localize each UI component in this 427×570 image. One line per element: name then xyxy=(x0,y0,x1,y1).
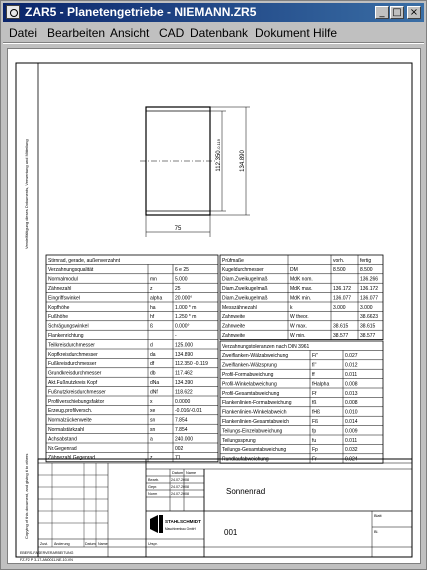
table-cell-label: Nr.Gegenrad xyxy=(48,445,77,452)
menu-hilfe[interactable]: Hilfe xyxy=(313,26,338,40)
tb-date-1: 24.07.2008 xyxy=(171,478,189,482)
table-cell: fi'' xyxy=(312,362,317,369)
table-cell: Profil-Formabweichung xyxy=(222,372,274,378)
table-cell: 0.012 xyxy=(345,362,358,369)
table-cell: fHalpha xyxy=(312,381,330,388)
tb-row-bearb: Bearb. xyxy=(148,478,160,482)
menu-datenbank[interactable]: Datenbank xyxy=(190,26,249,40)
table-cell-value: 002 xyxy=(175,445,184,452)
table-heading: Verzahnungstoleranzen nach DIN 3961 xyxy=(222,343,310,350)
tb-row-norm: Norm xyxy=(148,492,158,496)
table-cell: 0.009 xyxy=(345,428,358,435)
table-cell: 136.077 xyxy=(360,295,379,302)
table-cell-label: Achsabstand xyxy=(48,436,77,443)
table-cell: Profil-Gesamtabweichung xyxy=(222,390,280,397)
gear-app-icon[interactable] xyxy=(6,5,20,19)
table-cell-label: Kopfhöhe xyxy=(48,304,70,311)
dim-od: 134.890 xyxy=(240,150,246,172)
tb-date-2: 24.07.2008 xyxy=(171,485,189,489)
table-cell: 38.577 xyxy=(333,333,349,339)
table-cell: 0.011 xyxy=(345,372,358,378)
gear-data-table xyxy=(46,255,218,462)
table-cell-label: Normalzückenweite xyxy=(48,417,92,424)
tb-bl: Bl. xyxy=(374,530,379,534)
company-subtitle: Maschinenbau GmbH xyxy=(165,527,196,531)
table-cell: k xyxy=(290,304,293,311)
table-cell: Fp xyxy=(312,447,318,454)
table-cell: W theor. xyxy=(290,314,309,321)
table-cell-label: Verzahnungsqualität xyxy=(48,267,94,274)
table-cell: fu xyxy=(312,437,317,444)
table-cell: Diam.Zweikugelmaß xyxy=(222,295,268,302)
menu-bearbeiten[interactable]: Bearbeiten xyxy=(47,26,106,40)
table-cell-symbol: z xyxy=(150,286,153,292)
table-cell: 0.032 xyxy=(345,447,358,454)
table-cell: 0.024 xyxy=(345,456,358,463)
table-cell-symbol: ha xyxy=(150,304,156,311)
menu-bar xyxy=(3,23,424,41)
table-cell-label: Fußhöhe xyxy=(48,314,69,321)
table-cell-label: Zähnezahl Gegenrad xyxy=(48,455,95,462)
table-cell-symbol: xe xyxy=(150,408,156,415)
menu-separator xyxy=(3,42,424,44)
close-button[interactable]: × xyxy=(407,6,421,19)
table-cell: 0.008 xyxy=(345,400,358,407)
table-cell: Teilungs-Gesamtabweichung xyxy=(222,447,287,454)
table-cell-label: Erzeug.profilversch. xyxy=(48,408,93,415)
table-cell-symbol: ß xyxy=(150,323,154,330)
table-cell: Fi'' xyxy=(312,353,319,360)
dim-width: 75 xyxy=(174,226,182,232)
table-cell-symbol: sn xyxy=(150,427,156,433)
table-cell: Diam.Zweikugelmaß xyxy=(222,286,268,292)
window-title: ZAR5 - Planetengetriebe - NIEMANN.ZR5 xyxy=(25,5,257,19)
company-logo xyxy=(150,515,163,533)
table-cell-symbol: d xyxy=(150,342,153,349)
table-cell-value: 7.854 xyxy=(175,427,188,433)
table-cell: 136.266 xyxy=(360,276,379,283)
table-cell-value: -0.016/-0.01 xyxy=(175,408,202,415)
table-cell-value: 0.0000 xyxy=(175,398,191,405)
table-cell-value: 5.000 xyxy=(175,276,188,283)
table-cell: ff xyxy=(312,372,315,378)
table-cell-symbol: mn xyxy=(150,276,157,283)
table-cell: MdK max. xyxy=(290,286,313,292)
table-cell: Flankenlinien-Gesamtabweich xyxy=(222,419,289,425)
table-cell-value: 0.000° xyxy=(175,323,190,330)
table-cell: Zweiflanken-Wälzsprung xyxy=(222,362,277,369)
table-cell: 3.000 xyxy=(360,304,373,311)
table-cell-symbol: dNf xyxy=(150,389,158,396)
minimize-button[interactable]: _ xyxy=(375,6,389,19)
side-text-lower: Copying of this document, and giving it to others xyxy=(24,453,29,539)
table-cell: 8.500 xyxy=(333,267,346,274)
table-cell: Zahnweite xyxy=(222,314,246,321)
table-cell: MdK nom. xyxy=(290,276,313,283)
drawing-canvas[interactable] xyxy=(7,48,421,564)
table-cell: Zahnweite xyxy=(222,333,246,339)
table-cell-value: 1.000 * m xyxy=(175,304,197,311)
table-cell-value: 25 xyxy=(175,286,181,292)
tb-col-datum: Datum xyxy=(172,471,184,475)
table-cell: 38.6623 xyxy=(360,314,379,321)
table-cell: 136.077 xyxy=(333,295,352,302)
menu-cad[interactable]: CAD xyxy=(159,26,185,40)
table-cell-symbol: alpha xyxy=(150,295,163,302)
company-name: STAHLSCHMIDT xyxy=(165,519,201,524)
table-cell-value: 20.000° xyxy=(175,295,193,302)
menu-datei[interactable]: Datei xyxy=(9,26,38,40)
table-cell-value: 125.000 xyxy=(175,342,194,349)
bottom-code: FZ-F2 P 3-17-AN0011-NE-10-VN xyxy=(20,558,73,562)
table-cell: 38.615 xyxy=(360,323,376,330)
inspection-table xyxy=(220,255,383,340)
table-cell: Profil-Winkelabweichung xyxy=(222,381,277,388)
table-cell-value: 240.000 xyxy=(175,436,194,443)
table-cell: 0.027 xyxy=(345,353,358,360)
table-cell-label: Kopfkreisdurchmesser xyxy=(48,351,98,358)
title-bar[interactable] xyxy=(3,3,424,22)
table-cell-label: Normalmodul xyxy=(48,276,78,283)
table-cell-label: Fußkreisdurchmesser xyxy=(48,361,97,368)
table-cell: W min. xyxy=(290,333,306,339)
table-cell: Teilungs-Einzelabweichung xyxy=(222,428,283,435)
tb-col-name: Name xyxy=(186,471,197,475)
table-cell: Rundlaufabweichung xyxy=(222,456,269,463)
table-cell: 0.014 xyxy=(345,419,358,425)
table-cell-label: Teilkreisdurchmesser xyxy=(48,342,95,349)
table-cell-value: 6 e 25 xyxy=(175,267,189,274)
part-name: Sonnenrad xyxy=(226,487,266,496)
table-cell-value: 1.250 * m xyxy=(175,314,197,321)
table-cell: Fr xyxy=(312,456,317,463)
table-cell-value: 7.854 xyxy=(175,417,188,424)
table-cell-label: Zähnezahl xyxy=(48,286,72,292)
table-cell: fHß xyxy=(312,409,321,416)
table-cell: DM xyxy=(290,267,298,274)
table-cell-value: 118.622 xyxy=(175,389,193,396)
tb-aenderung: Änderung xyxy=(54,542,70,546)
table-cell-value: 134.390 xyxy=(175,380,194,386)
technical-drawing xyxy=(8,49,420,563)
gear-side-view xyxy=(140,107,250,237)
tb-ursprung: Urspr. xyxy=(148,542,158,546)
table-cell-label: Normalstärkzahl xyxy=(48,427,85,433)
table-cell: Flankenlinien-Formabweichung xyxy=(222,400,292,407)
table-cell: Fß xyxy=(312,419,319,425)
tb-row-gepr: Gepr. xyxy=(148,485,158,489)
tb-blatt: Blatt xyxy=(374,514,382,518)
table-cell-label: Profilverschiebungsfaktor xyxy=(48,398,105,405)
table-cell-label: Flankenrichtung xyxy=(48,333,84,339)
table-cell: 0.013 xyxy=(345,390,358,397)
table-cell-value: 117.462 xyxy=(175,370,193,377)
table-cell-label: Akt.Fußnutzkreis Kopf xyxy=(48,380,98,386)
tb-datum: Datum xyxy=(85,542,96,546)
table-cell: Zweiflanken-Wälzabweichung xyxy=(222,353,289,360)
table-header-cell: Prüfmaße xyxy=(222,257,244,264)
table-cell-value: 112.350 -0.119 xyxy=(175,361,208,368)
table-cell: 8.500 xyxy=(360,267,373,274)
table-cell: Zahnweite xyxy=(222,323,246,330)
table-cell: fß xyxy=(312,400,317,407)
table-cell: 38.577 xyxy=(360,333,376,339)
tb-zust: Zust. xyxy=(40,542,48,546)
table-cell: Teilungssprung xyxy=(222,437,256,444)
table-cell: fp xyxy=(312,428,317,435)
table-cell: 136.172 xyxy=(333,286,352,292)
table-cell-label: Schrägungswinkel xyxy=(48,323,89,330)
table-cell: W max. xyxy=(290,323,307,330)
table-cell: Messzähnezahl xyxy=(222,304,257,311)
table-cell: Diam.Zweikugelmaß xyxy=(222,276,268,283)
table-cell-symbol: db xyxy=(150,370,156,377)
table-cell: 0.008 xyxy=(345,381,358,388)
table-cell-label: Grundkreisdurchmesser xyxy=(48,370,102,377)
table-cell-label: Fußnutzkreisdurchmesser xyxy=(48,389,106,396)
table-cell: Kugeldurchmesser xyxy=(222,267,264,274)
table-cell-label: Eingriffswinkel xyxy=(48,295,80,302)
table-cell: 0.010 xyxy=(345,409,358,416)
table-cell-value: 134.890 xyxy=(175,351,194,358)
dim-root-tol: -0.119 xyxy=(216,139,221,151)
table-cell-symbol: a xyxy=(150,436,153,443)
menu-dokument[interactable]: Dokument xyxy=(255,26,310,40)
table-cell-value: - xyxy=(175,333,177,339)
table-cell-symbol: dNa xyxy=(150,380,160,386)
tolerance-table xyxy=(220,341,383,463)
tb-date-3: 24.07.2008 xyxy=(171,492,189,496)
table-cell: Ff xyxy=(312,390,317,397)
table-header-cell: vorh. xyxy=(333,257,345,264)
maximize-button[interactable]: □ xyxy=(390,6,404,19)
table-cell-symbol: da xyxy=(150,351,156,358)
part-number: 001 xyxy=(224,528,238,537)
table-cell: MdK min. xyxy=(290,295,312,302)
menu-ansicht[interactable]: Ansicht xyxy=(110,26,150,40)
table-cell-value: 71 xyxy=(175,455,181,462)
table-cell-symbol: x xyxy=(150,398,153,405)
drawing-frame xyxy=(16,63,412,557)
dim-root: 112.350 xyxy=(216,150,222,172)
table-heading: Stirnrad, gerade, außenverzahnt xyxy=(48,257,120,264)
table-cell: 136.172 xyxy=(360,286,379,292)
table-cell-symbol: df xyxy=(150,361,155,368)
tb-name: Name xyxy=(98,542,108,546)
table-cell-symbol: z xyxy=(150,455,153,462)
table-cell: 38.615 xyxy=(333,323,349,330)
table-cell-symbol: sn xyxy=(150,417,156,424)
side-text-upper: Vervielfältigung dieses Dokuments, Verwertung und Mitteilung xyxy=(24,139,29,249)
table-header-cell: fertig xyxy=(360,257,372,264)
table-cell: 3.000 xyxy=(333,304,346,311)
table-cell-symbol: hf xyxy=(150,314,155,321)
table-cell: Flankenlinien-Winkelabweich xyxy=(222,409,287,416)
side-text-bottom: EBERS-FASERVERARBEITUNG xyxy=(20,551,74,555)
table-cell: 0.011 xyxy=(345,437,358,444)
